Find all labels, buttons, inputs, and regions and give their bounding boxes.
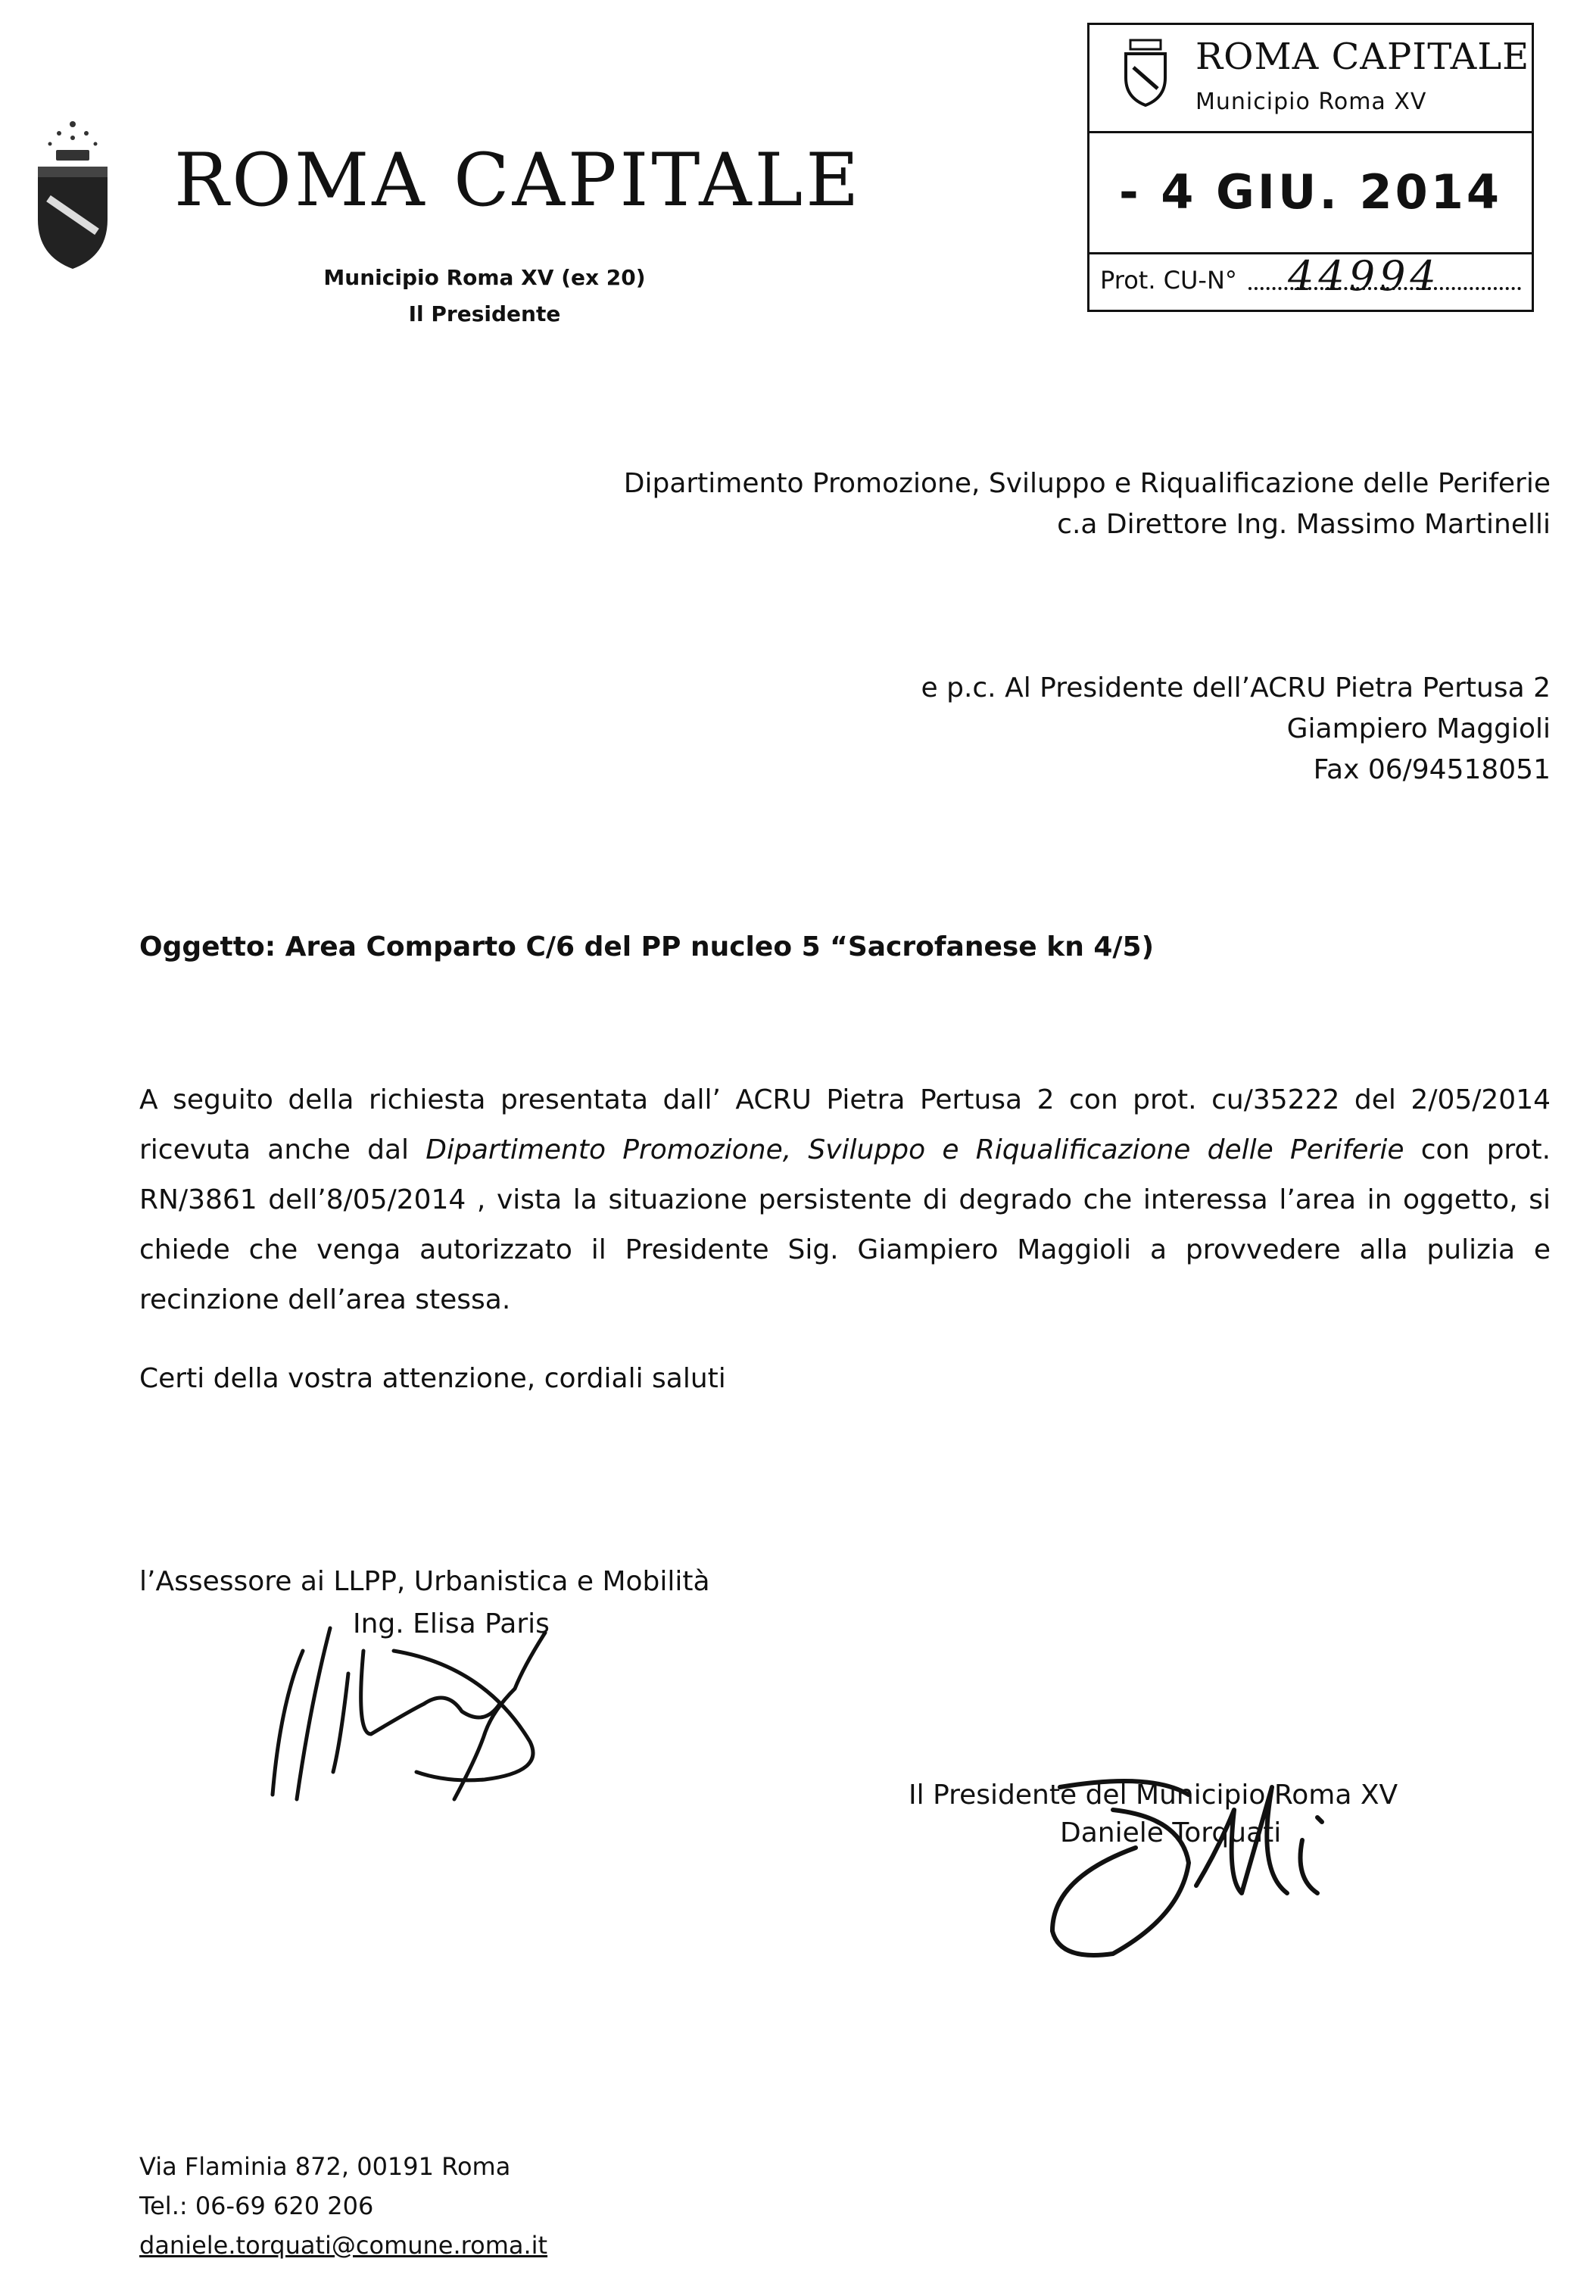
- stamp-date: - 4 GIU. 2014: [1089, 131, 1532, 254]
- recipient-line: Dipartimento Promozione, Sviluppo e Riqualificazione delle Periferie: [623, 468, 1551, 499]
- stamp-title: ROMA CAPITALE: [1195, 36, 1530, 78]
- cc-recipient-block: [921, 668, 1551, 791]
- recipient-line: c.a Direttore Ing. Massimo Martinelli: [1057, 509, 1551, 540]
- roma-crest-logo: [27, 114, 118, 273]
- stamp-prot-number: 44994: [1288, 252, 1441, 300]
- header-municipio: Municipio Roma XV (ex 20): [323, 265, 646, 290]
- stamp-crest-icon: [1121, 39, 1170, 107]
- header-role: Il Presidente: [408, 301, 561, 326]
- cc-line: Fax 06/94518051: [1313, 754, 1551, 785]
- footer-email-link[interactable]: daniele.torquati@comune.roma.it: [139, 2231, 548, 2260]
- stamp-prot-label: Prot. CU-N°: [1100, 266, 1237, 295]
- protocol-stamp: [1087, 23, 1534, 312]
- subject-line: Oggetto: Area Comparto C/6 del PP nucleo 5 “Sacrofanese kn 4/5): [139, 931, 1155, 962]
- body-text: A seguito della richiesta presentata dall’ ACRU Pietra Pertusa 2 con prot. cu/35222 del 2/05/2014 ricevuta anche dal: [139, 1084, 1551, 1165]
- cc-line: Giampiero Maggioli: [1286, 713, 1551, 744]
- page-title: ROMA CAPITALE: [174, 138, 862, 223]
- body-text: con prot. RN/3861 dell’8/05/2014 , vista la situazione persistente di degrado che interessa l’area in oggetto, si chiede che venga autorizzato il Presidente Sig. Giampiero Maggioli a provvedere alla pulizia e recinzione dell’area stessa.: [139, 1134, 1551, 1315]
- recipient-block: [624, 463, 1551, 545]
- footer-phone: Tel.: 06-69 620 206: [139, 2191, 374, 2220]
- assessore-signature: [257, 1621, 606, 1802]
- stamp-municipio: Municipio Roma XV: [1195, 89, 1427, 115]
- presidente-role: Il Presidente del Municipio Roma XV: [909, 1780, 1398, 1811]
- assessore-role: l’Assessore ai LLPP, Urbanistica e Mobilità: [139, 1566, 710, 1597]
- presidente-signature: [1030, 1764, 1363, 1961]
- footer-address: Via Flaminia 872, 00191 Roma: [139, 2152, 511, 2181]
- cc-line: e p.c. Al Presidente dell’ACRU Pietra Pertusa 2: [921, 672, 1551, 703]
- body-department-name: Dipartimento Promozione, Sviluppo e Riqualificazione delle Periferie: [425, 1134, 1404, 1165]
- assessore-name: Ing. Elisa Paris: [353, 1608, 550, 1639]
- body-paragraph: [139, 1075, 1551, 1325]
- closing-greeting: Certi della vostra attenzione, cordiali saluti: [139, 1363, 726, 1394]
- presidente-name: Daniele Torquati: [1060, 1817, 1282, 1848]
